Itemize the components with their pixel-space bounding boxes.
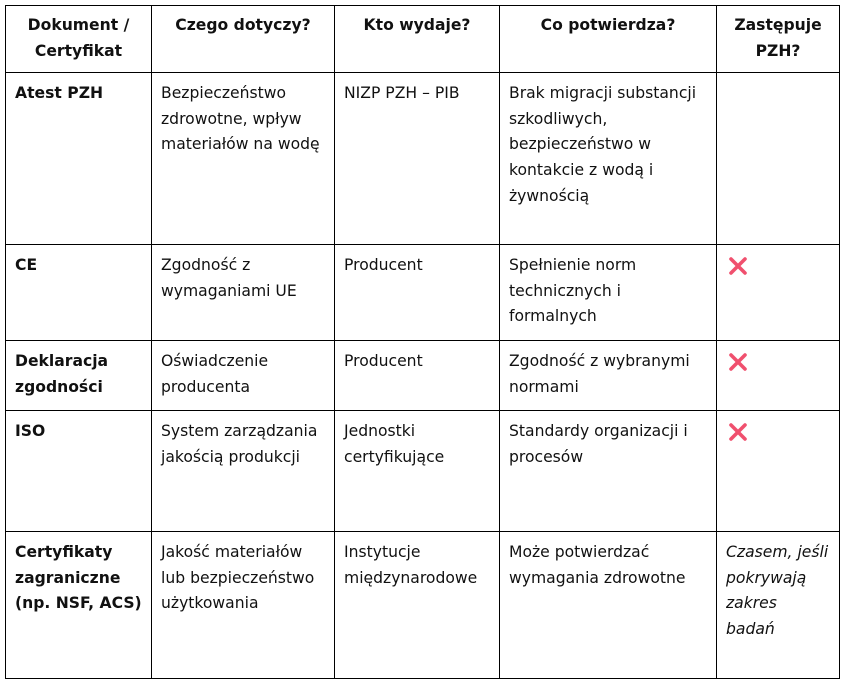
- header-issuer: Kto wydaje?: [335, 6, 500, 73]
- cell-replaces-pzh: [717, 73, 840, 245]
- table-row: [6, 245, 840, 341]
- cell-issuer: Instytucje międzynarodowe: [335, 532, 500, 679]
- cell-issuer: Producent: [335, 341, 500, 411]
- cell-replaces-pzh: Czasem, jeśli pokrywają zakres badań: [717, 532, 840, 679]
- cell-issuer: Producent: [335, 245, 500, 341]
- cell-confirms: Zgodność z wybranymi normami: [500, 341, 717, 411]
- cell-document: Atest PZH: [6, 73, 152, 245]
- cell-document: Deklaracja zgodności: [6, 341, 152, 411]
- header-scope: Czego dotyczy?: [152, 6, 335, 73]
- cell-confirms: Spełnienie norm technicznych i formalnych: [500, 245, 717, 341]
- cell-issuer: NIZP PZH – PIB: [335, 73, 500, 245]
- cross-mark-icon: [728, 352, 748, 372]
- table-row: [6, 73, 840, 245]
- cell-scope: System zarządzania jakością produkcji: [152, 411, 335, 532]
- header-replaces-pzh: Zastępuje PZH?: [717, 6, 840, 73]
- cell-document: Certyfikaty zagraniczne (np. NSF, ACS): [6, 532, 152, 679]
- cell-scope: Jakość materiałów lub bezpieczeństwo użytkowania: [152, 532, 335, 679]
- cell-replaces-pzh: [717, 245, 840, 341]
- cross-mark-icon: [728, 422, 748, 442]
- table-row: [6, 341, 840, 411]
- cell-confirms: Może potwierdzać wymagania zdrowotne: [500, 532, 717, 679]
- header-confirms: Co potwierdza?: [500, 6, 717, 73]
- cell-replaces-pzh: [717, 411, 840, 532]
- cell-confirms: Standardy organizacji i procesów: [500, 411, 717, 532]
- cell-document: ISO: [6, 411, 152, 532]
- certificates-comparison-table: [5, 5, 840, 679]
- cross-mark-icon: [728, 256, 748, 276]
- header-document: Dokument / Certyfikat: [6, 6, 152, 73]
- cell-scope: Oświadczenie producenta: [152, 341, 335, 411]
- table-row: [6, 532, 840, 679]
- cell-confirms: Brak migracji substancji szkodliwych, bezpieczeństwo w kontakcie z wodą i żywnością: [500, 73, 717, 245]
- cell-scope: Zgodność z wymaganiami UE: [152, 245, 335, 341]
- table-row: [6, 411, 840, 532]
- cell-document: CE: [6, 245, 152, 341]
- header-row: [6, 6, 840, 73]
- cell-replaces-pzh: [717, 341, 840, 411]
- cell-issuer: Jednostki certyfikujące: [335, 411, 500, 532]
- cell-scope: Bezpieczeństwo zdrowotne, wpływ materiałów na wodę: [152, 73, 335, 245]
